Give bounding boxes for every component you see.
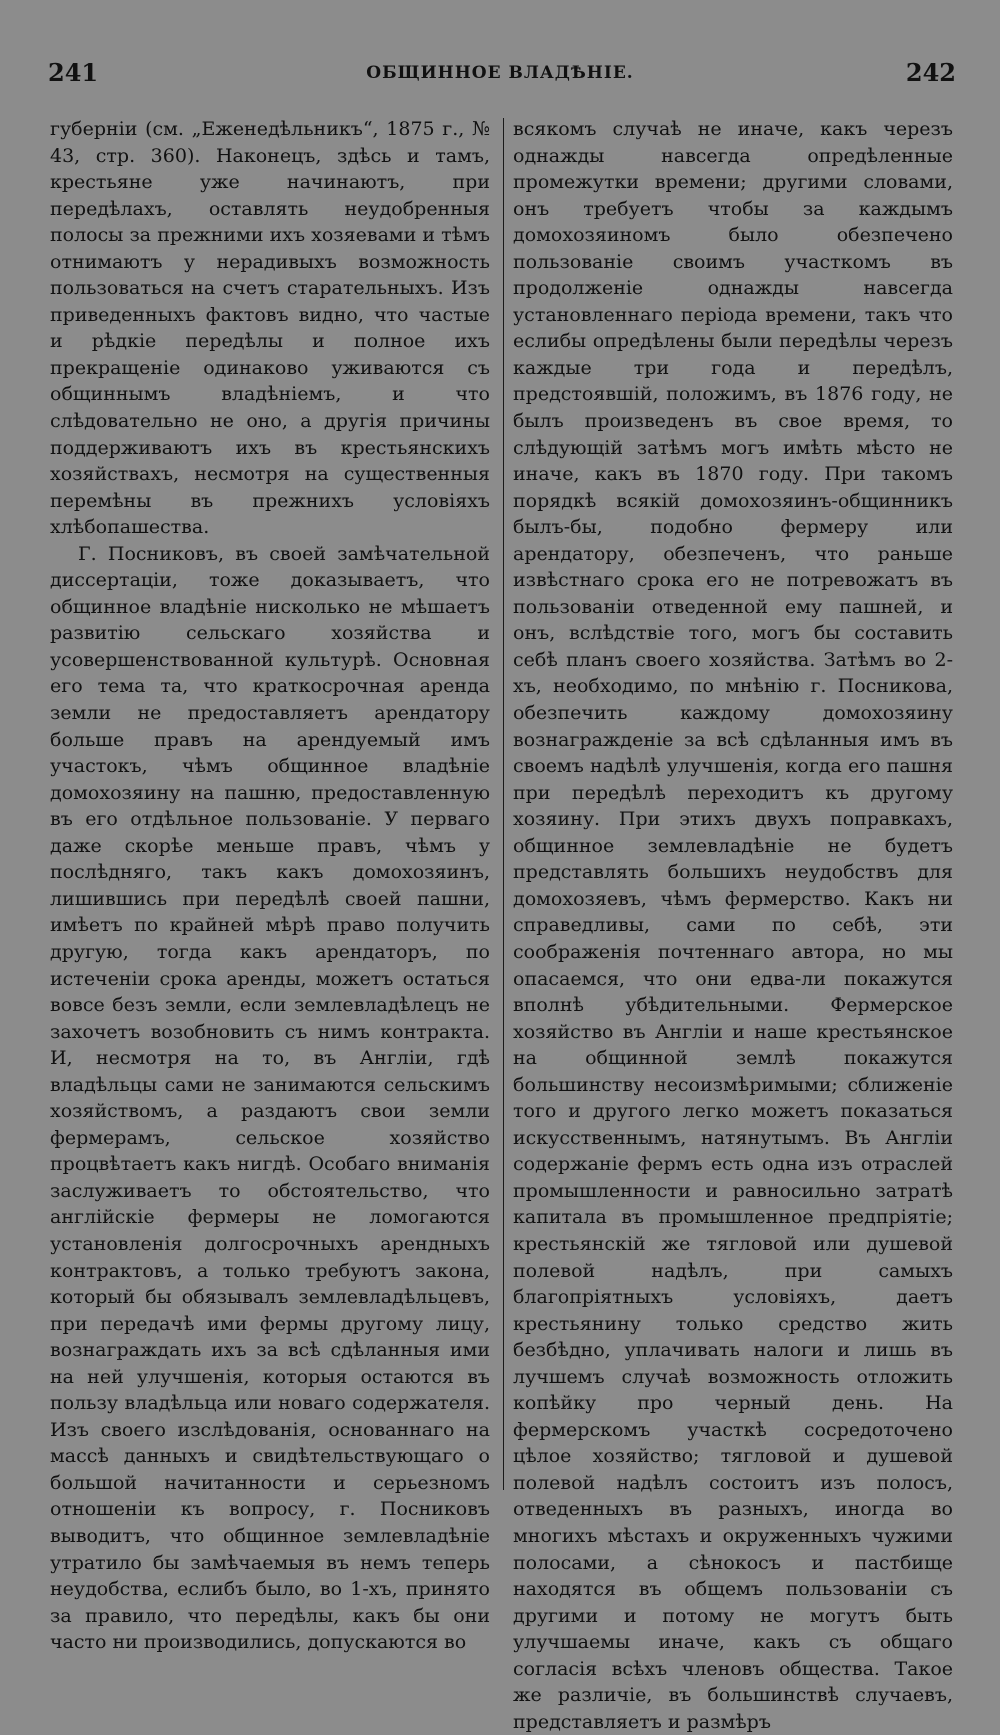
right-page-number: 242 (905, 58, 956, 87)
left-page-number: 241 (48, 58, 99, 87)
left-column (50, 116, 490, 1656)
left-paragraph-2: Г. Посниковъ, въ своей замѣчательной диссертаціи, тоже доказываетъ, что общинное владѣніе нисколько не мѣшаетъ развитію сельскаго хозяйства и усовершенствованной культурѣ. Основная его тема та, что краткосрочная аренда земли не предоставляетъ арендатору больше правъ на арендуемый имъ участокъ, чѣмъ общинное владѣніе домохозяину на пашню, предоставленную въ его отдѣльное пользованіе. У перваго даже скорѣе меньше правъ, чѣмъ у послѣдняго, такъ какъ домохозяинъ, лишившись при передѣлѣ своей пашни, имѣетъ по крайней мѣрѣ право получить другую, тогда какъ арендаторъ, по истеченіи срока аренды, можетъ остаться вовсе безъ земли, если землевладѣлецъ не захочетъ возобновить съ нимъ контракта. И, несмотря на то, въ Англіи, гдѣ владѣльцы сами не занимаются сельскимъ хозяйствомъ, а раздаютъ свои земли фермерамъ, сельское хозяйство процвѣтаетъ какъ нигдѣ. Особаго вниманія заслуживаетъ то обстоятельство, что англійскіе фермеры не ломогаются установленія долгосрочныхъ арендныхъ контрактовъ, а только требуютъ закона, который бы обязывалъ землевладѣльцевъ, при передачѣ ими фермы другому лицу, вознаграждать ихъ за всѣ сдѣланныя ими на ней улучшенія, которыя остаются въ пользу владѣльца или новаго содержателя. Изъ своего изслѣдованія, основаннаго на массѣ данныхъ и свидѣтельствующаго о большой начитанности и серьезномъ отношеніи къ вопросу, г. Посниковъ выводитъ, что общинное землевладѣніе утратило бы замѣчаемыя въ немъ теперь неудобства, еслибъ было, во 1-хъ, принято за правило, что передѣлы, какъ бы они часто ни производились, допускаются во (50, 542, 490, 1654)
column-divider (503, 118, 504, 1490)
right-paragraph-1: всякомъ случаѣ не иначе, какъ черезъ однажды навсегда опредѣленные промежутки времени; другими словами, онъ требуетъ чтобы за каждымъ домохозяиномъ было обезпечено пользованіе своимъ участкомъ въ продолженіе однажды навсегда установленнаго періода времени, такъ что еслибы опредѣлены были передѣлы черезъ каждые три года и передѣлъ, предстоявшій, положимъ, въ 1876 году, не былъ произведенъ въ свое время, то слѣдующій затѣмъ могъ имѣть мѣсто не иначе, какъ въ 1870 году. При такомъ порядкѣ всякій домохозяинъ-общинникъ былъ-бы, подобно фермеру или арендатору, обезпеченъ, что раньше извѣстнаго срока его не потревожатъ въ пользованіи отведенной ему пашней, и онъ, вслѣдствіе того, могъ бы составить себѣ планъ своего хозяйства. Затѣмъ во 2-хъ, необходимо, по мнѣнію г. Посникова, обезпечить каждому домохозяину вознагражденіе за всѣ сдѣланныя имъ въ своемъ надѣлѣ улучшенія, когда его пашня при передѣлѣ переходитъ къ другому хозяину. При этихъ двухъ поправкахъ, общинное землевладѣніе не будетъ представлять большихъ неудобствъ для домохозяевъ, чѣмъ фермерство. Какъ ни справедливы, сами по себѣ, эти соображенія почтеннаго автора, но мы опасаемся, что они едва-ли покажутся вполнѣ убѣдительными. Фермерское хозяйство въ Англіи и наше крестьянское на общинной землѣ покажутся большинству несоизмѣримыми; сближеніе того и другого легко можетъ показаться искусственнымъ, натянутымъ. Въ Англіи содержаніе фермъ есть одна изъ отраслей промышленности и равносильно затратѣ капитала въ промышленное предпріятіе; крестьянскій же тягловой или душевой полевой надѣлъ, при самыхъ благопріятныхъ условіяхъ, даетъ крестьянину только средство жить безбѣдно, уплачивать налоги и лишь въ лучшемъ случаѣ возможность отложить копѣйку про черный день. На фермерскомъ участкѣ сосредоточено цѣлое хозяйство; тягловой и душевой полевой надѣлъ состоитъ изъ полосъ, отведенныхъ въ разныхъ, иногда во многихъ мѣстахъ и окруженныхъ чужими полосами, а сѣнокосъ и пастбище находятся въ общемъ пользованіи съ другими и потому не могутъ быть улучшаемы иначе, какъ съ общаго согласія всѣхъ членовъ общества. Такое же различіе, въ большинствѣ случаевъ, представляетъ и размѣръ (513, 118, 953, 1733)
page-header (0, 0, 1000, 100)
right-column (513, 116, 953, 1735)
left-paragraph-1: губерніи (см. „Еженедѣльникъ“, 1875 г., № 43, стр. 360). Наконецъ, здѣсь и тамъ, крестьяне уже начинаютъ, при передѣлахъ, оставлять неудобренныя полосы за прежними ихъ хозяевами и тѣмъ отнимаютъ у нерадивыхъ возможность пользоваться на счетъ старательныхъ. Изъ приведенныхъ фактовъ видно, что частые и рѣдкіе передѣлы и полное ихъ прекращеніе одинаково уживаются съ общиннымъ владѣніемъ, и что слѣдовательно не оно, а другія причины поддерживаютъ ихъ въ крестьянскихъ хозяйствахъ, несмотря на существенныя перемѣны въ прежнихъ условіяхъ хлѣбопашества. (50, 118, 490, 539)
running-title: ОБЩИННОЕ ВЛАДѢНІЕ. (366, 63, 634, 83)
